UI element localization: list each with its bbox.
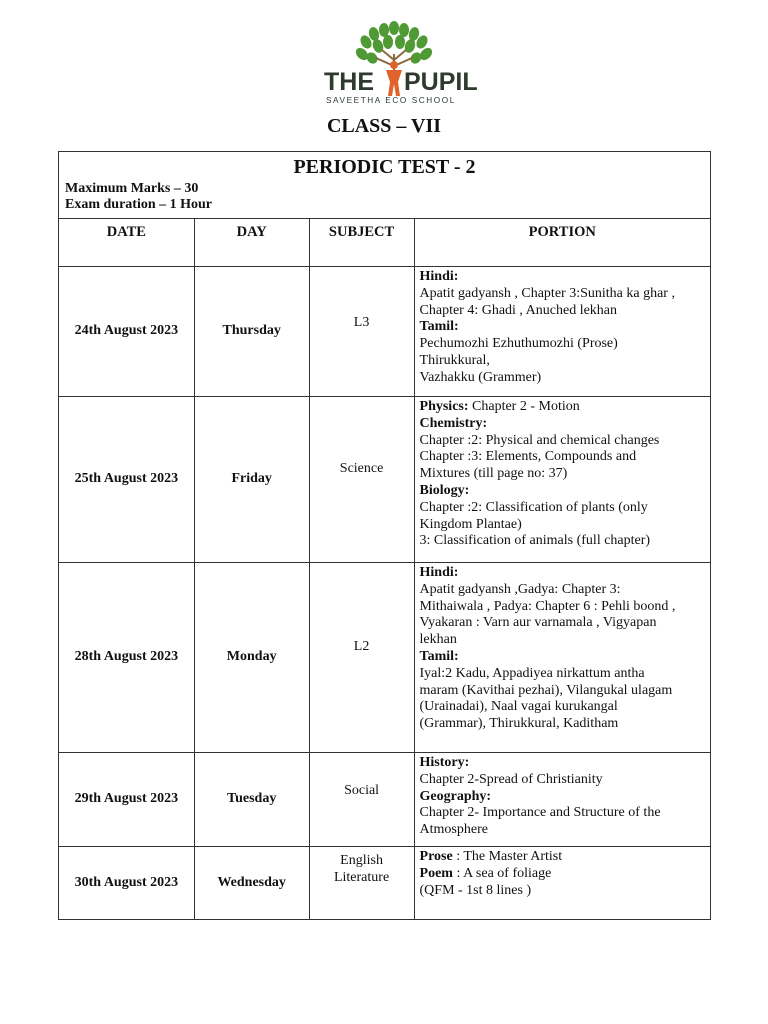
logo-tagline: SAVEETHA ECO SCHOOL (326, 96, 456, 105)
portion-text: Thirukkural, (419, 352, 490, 368)
portion-text: Chapter :2: Classification of plants (only (419, 499, 648, 515)
exam-date: 24th August 2023 (59, 267, 195, 397)
exam-subject: L2 (309, 563, 414, 753)
table-row (59, 563, 711, 753)
portion-text: (Urainadai), Naal vagai kurukangal (419, 699, 618, 715)
portion-text: 3: Classification of animals (full chapter) (419, 533, 651, 549)
portion-line (420, 500, 706, 517)
portion-heading: Physics: (419, 399, 469, 414)
school-logo (322, 24, 478, 106)
table-row (59, 267, 711, 397)
portion-line (420, 599, 706, 616)
portion-text: Chapter 2- Importance and Structure of the (419, 805, 661, 821)
portion-line (420, 399, 706, 416)
portion-line (420, 699, 706, 716)
portion-line (420, 649, 706, 666)
test-title: PERIODIC TEST - 2 (293, 156, 476, 178)
portion-text: Chapter 2-Spread of Christianity (419, 771, 603, 787)
portion-line (420, 772, 706, 789)
portion-line (420, 416, 706, 433)
exam-portion (414, 563, 710, 753)
exam-day: Tuesday (194, 753, 309, 847)
portion-text: : The Master Artist (452, 849, 563, 864)
portion-line (420, 883, 706, 900)
portion-text: lekhan (419, 632, 457, 648)
column-header-date: DATE (59, 219, 195, 267)
portion-text: Apatit gadyansh ,Gadya: Chapter 3: (419, 581, 621, 597)
exam-subject: English Literature (309, 847, 414, 920)
portion-line (420, 822, 706, 839)
portion-text: maram (Kavithai pezhai), Vilangukal ulagam (419, 682, 673, 698)
portion-line (420, 286, 706, 303)
portion-line (420, 565, 706, 582)
exam-date: 30th August 2023 (59, 847, 195, 920)
exam-day: Friday (194, 397, 309, 563)
table-row (59, 847, 711, 920)
portion-line (420, 533, 706, 550)
portion-text: Apatit gadyansh , Chapter 3:Sunitha ka ghar , (419, 285, 675, 301)
column-header-subject: SUBJECT (309, 219, 414, 267)
portion-text: Chapter 2 - Motion (468, 399, 580, 414)
portion-line (420, 789, 706, 806)
exam-duration: Exam duration – 1 Hour (65, 197, 213, 213)
exam-date: 29th August 2023 (59, 753, 195, 847)
exam-day: Monday (194, 563, 309, 753)
logo-name-right: PUPIL (404, 68, 478, 96)
portion-heading: History: (419, 755, 470, 770)
portion-line (420, 303, 706, 320)
table-row (59, 397, 711, 563)
exam-portion (414, 753, 710, 847)
exam-date: 25th August 2023 (59, 397, 195, 563)
portion-line (420, 449, 706, 466)
portion-line (420, 269, 706, 286)
portion-text: Kingdom Plantae) (419, 516, 522, 532)
schedule-rows (59, 267, 711, 920)
portion-heading: Poem (419, 865, 453, 881)
portion-line (420, 370, 706, 387)
portion-text: Vyakaran : Varn aur varnamala , Vigyapan (419, 615, 657, 631)
portion-line (420, 716, 706, 733)
exam-subject: Social (309, 753, 414, 847)
exam-subject: Science (309, 397, 414, 563)
portion-heading: Tamil: (419, 648, 459, 664)
portion-line (420, 666, 706, 683)
exam-date: 28th August 2023 (59, 563, 195, 753)
portion-line (420, 353, 706, 370)
exam-day: Thursday (194, 267, 309, 397)
portion-text: Vazhakku (Grammer) (419, 369, 542, 385)
portion-line (420, 433, 706, 450)
portion-line (420, 632, 706, 649)
portion-line (420, 582, 706, 599)
portion-line (420, 755, 706, 772)
table-title-row (59, 152, 711, 219)
portion-text: Atmosphere (419, 822, 488, 838)
column-header-day: DAY (194, 219, 309, 267)
portion-line (420, 866, 706, 883)
portion-line (420, 805, 706, 822)
portion-line (420, 849, 706, 866)
portion-text: (QFM - 1st 8 lines ) (419, 882, 532, 898)
portion-text: Chapter 4: Ghadi , Anuched lekhan (419, 302, 618, 318)
logo-name-left: THE (324, 68, 374, 96)
test-header-cell (59, 152, 711, 219)
column-header-row (59, 219, 711, 267)
portion-heading: Biology: (419, 482, 470, 498)
portion-line (420, 336, 706, 353)
column-header-portion: PORTION (414, 219, 710, 267)
portion-text: Mixtures (till page no: 37) (419, 466, 568, 482)
portion-text: Iyal:2 Kadu, Appadiyea nirkattum antha (419, 665, 645, 681)
portion-line (420, 517, 706, 534)
portion-heading: Tamil: (419, 319, 459, 335)
portion-line (420, 483, 706, 500)
max-marks: Maximum Marks – 30 (65, 180, 199, 196)
portion-heading: Prose (419, 849, 453, 864)
exam-portion (414, 847, 710, 920)
table-row (59, 753, 711, 847)
exam-portion (414, 267, 710, 397)
tree-logo-icon (322, 24, 478, 106)
portion-line (420, 683, 706, 700)
portion-heading: Hindi: (419, 269, 459, 284)
exam-schedule-table (58, 151, 711, 920)
class-title: CLASS – VII (326, 115, 442, 137)
exam-portion (414, 397, 710, 563)
portion-line (420, 319, 706, 336)
exam-subject: L3 (309, 267, 414, 397)
portion-text: Mithaiwala , Padya: Chapter 6 : Pehli boond , (419, 598, 676, 614)
portion-heading: Chemistry: (419, 415, 488, 431)
portion-heading: Hindi: (419, 565, 459, 580)
portion-text: Chapter :2: Physical and chemical changes (419, 432, 660, 448)
portion-line (420, 466, 706, 483)
portion-text: Pechumozhi Ezhuthumozhi (Prose) (419, 336, 618, 352)
portion-line (420, 615, 706, 632)
exam-day: Wednesday (194, 847, 309, 920)
portion-heading: Geography: (419, 788, 492, 804)
portion-text: Chapter :3: Elements, Compounds and (419, 449, 637, 465)
portion-text: (Grammar), Thirukkural, Kaditham (419, 716, 619, 732)
portion-text: : A sea of foliage (452, 865, 552, 881)
